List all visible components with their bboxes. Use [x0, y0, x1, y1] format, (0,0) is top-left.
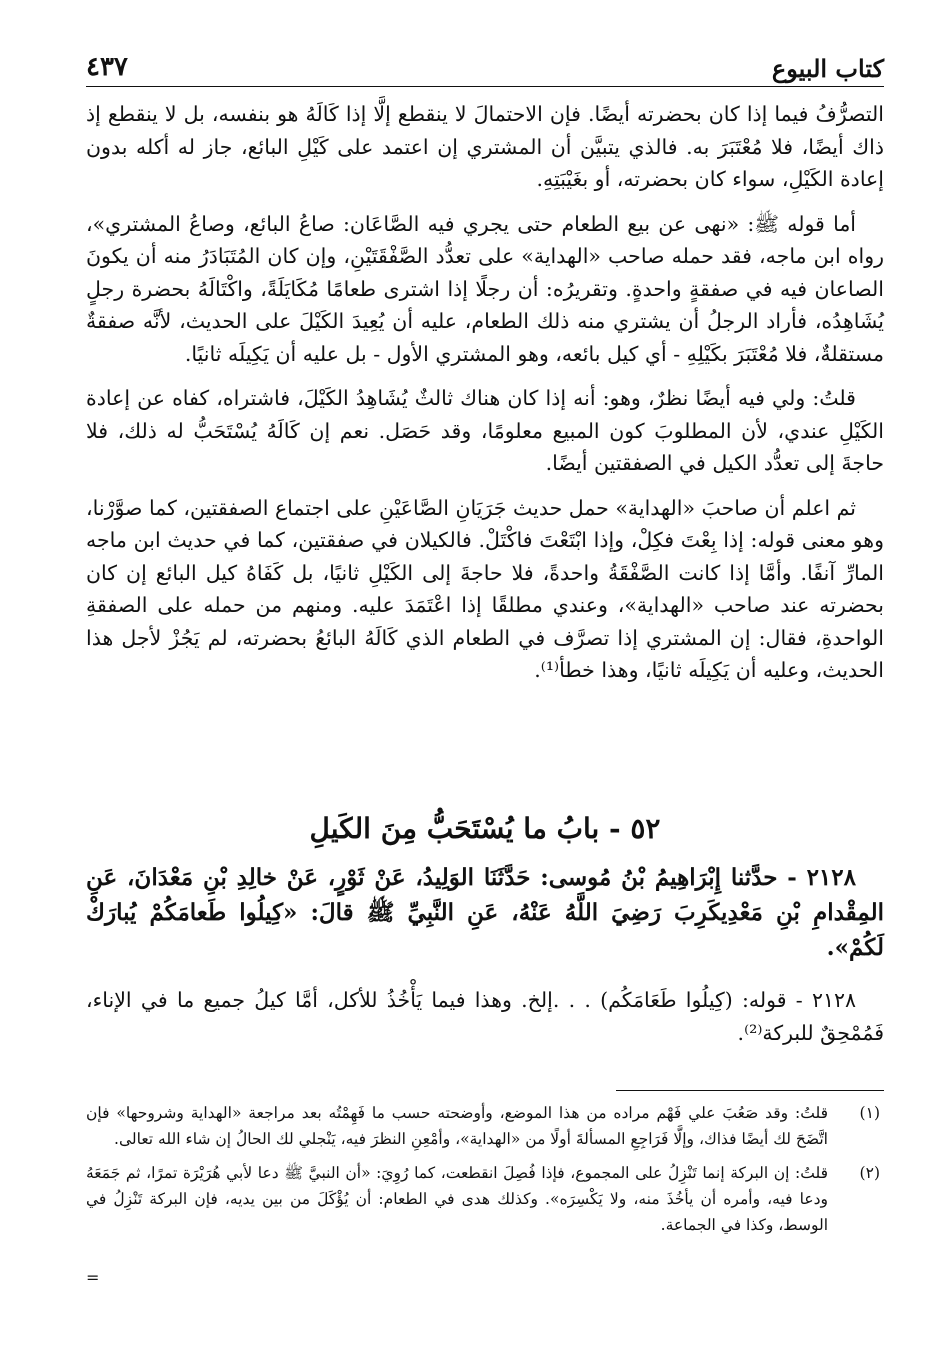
paragraph: التصرُّفُ فيما إذا كان بحضرته أيضًا. فإن الاحتمالَ لا ينقطع إلَّا إذا كَالَهُ هو بنفسه، بل لا ينقطع إذ ذاك أيضًا، فلا مُعْتَبَرَ به. فالذي يتبيَّن أن المشتري إن اعتمد على كَيْلِ البائع، جاز له أكله بدون إعادة الكَيْلِ، سواء كان بحضرته، أو بغَيْبَتِهِ. — [86, 102, 884, 191]
paragraph: ثم اعلم أن صاحبَ «الهداية» حمل حديث جَرَيَانِ الصَّاعَيْنِ على اجتماع الصفقتين، كما صوَّرْنا، وهو معنى قوله: إذا بِعْتَ فكِلْ، وإذا ابْتَعْتَ فاكْتَلْ. فالكيلان في صفقتين، كما في حديث ابن ماجه المارِّ آنفًا. وأمَّا إذا كانت الصَّفْقَةُ واحدةً، فلا حاجةَ إلى الكَيْلِ ثانيًا، بل كَفَاهُ كيل البائع إن كان بحضرته عند صاحب «الهداية»، وعندي مطلقًا إذا اعْتَمَدَ عليه. ومنهم من حمله على الصفقةِ الواحدةِ، فقال: إن المشتري إذا تصرَّف في الطعام الذي كَالَهُ البائعُ بحضرته، لم يَجُزْ لأجل هذا الحديث، وعليه أن يَكِيلَه ثانيًا، وهذا خطأ⁽¹⁾. — [86, 495, 884, 682]
hadith-text: ٢١٢٨ - حدَّثنا إِبْرَاهِيمُ بْنُ مُوسى: حَدَّثَنَا الوَلِيدُ، عَنْ ثَوْرٍ، عَنْ خالِدِ بْنِ مَعْدَانَ، عَنِ المِقْدامِ بْنِ مَعْدِيكَرِبَ رَضِيَ اللَّهُ عَنْهُ، عَنِ النَّبِيِّ ﷺ قالَ: «كِيلُوا طَعامَكُمْ يُبارَكْ لَكُمْ». — [86, 864, 884, 961]
footnote-number: (٢) — [859, 1164, 880, 1182]
book-chapter-title: كتاب البيوع — [771, 54, 884, 83]
footnote-text: قلتُ: إن البركة إنما تَنْزِلُ على المجموع، فإذا فُصِلَ انقطعت، كما رُوِيَ: «أن النبيَّ ﷺ دعا لأبي هُرَيْرَة تمرًا، ثم جَمَعَهُ ودعا فيه، وأمره أن يأخُذَ منه، ولا يَكْسِرَه». وكذلك هدى في الطعام: أن يُؤْكَلَ من بين يديه، فإن البركة تَنْزِلُ في الوسط، وكذا في الجماعة. — [86, 1164, 828, 1234]
running-header — [86, 52, 884, 87]
footnote-text: قلتُ: وقد صَعُبَ علي فَهْم مراده من هذا الموضع، وأوضحته حسب ما فَهِمْتُه بعد مراجعة «الهداية وشروحها» فإن اتَّضَحَ لك أيضًا فذاك، وإلَّا فَرَاجِعِ المسألةَ أولًا من «الهداية»، وأمْعِنِ النظرَ فيه، يَنْجلي لك الحالُ إن شاء الله تعالى. — [86, 1104, 828, 1148]
section-heading: ٥٢ - بابُ ما يُسْتَحَبُّ مِنَ الكَيلِ — [309, 812, 661, 845]
page-number: ٤٣٧ — [86, 52, 128, 82]
footnote — [86, 1160, 884, 1238]
main-text — [86, 98, 884, 687]
continuation-mark: = — [86, 1268, 100, 1287]
footnote-divider — [616, 1090, 884, 1091]
footnote — [86, 1100, 884, 1152]
paragraph: قلتُ: ولي فيه أيضًا نظرٌ، وهو: أنه إذا كان هناك ثالثٌ يُشَاهِدُ الكَيْلَ، فاشتراه، كفاه عن إعادة الكَيْلِ عندي، لأن المطلوبَ كون المبيع معلومًا، وقد حَصَل. نعم إن كَالَهُ يُسْتَحَبُّ له ذلك، فلا حاجةَ إلى تعدُّد الكيل في الصفقتين أيضًا. — [86, 386, 884, 475]
footnote-number: (١) — [859, 1104, 880, 1122]
footnotes — [86, 1100, 884, 1246]
commentary-text: ٢١٢٨ - قوله: (كِيلُوا طَعَامَكُم) . . .إلخ. وهذا فيما يَأْخُذُ للأكل، أمَّا كيلُ جميع ما في الإناء، فَمُمْحِقٌ للبركة⁽²⁾. — [86, 988, 884, 1045]
paragraph: أما قوله ﷺ: «نهى عن بيع الطعام حتى يجري فيه الصَّاعَان: صاعُ البائع، وصاعُ المشتري»، رواه ابن ماجه، فقد حمله صاحب «الهداية» على تعدُّد الصَّفْقَتَيْنِ، وإن كان المُتَبَادَرُ منه أن يكونَ الصاعان فيه في صفقةٍ واحدةٍ. وتقريرُه: أن رجلًا إذا اشترى طعامًا مُكَايَلَةً، واكْتَالَهُ بحضرة رجلٍ يُشَاهِدُه، فأراد الرجلُ أن يشتري منه ذلك الطعام، عليه أن يُعِيدَ الكَيْلَ على الحديث، لأنَّه صفقةٌ مستقلةٌ، فلا مُعْتَبَرَ بكَيْلِهِ - أي كيل بائعه، وهو المشتري الأول - بل عليه أن يَكِيلَه ثانيًا. — [86, 211, 884, 366]
